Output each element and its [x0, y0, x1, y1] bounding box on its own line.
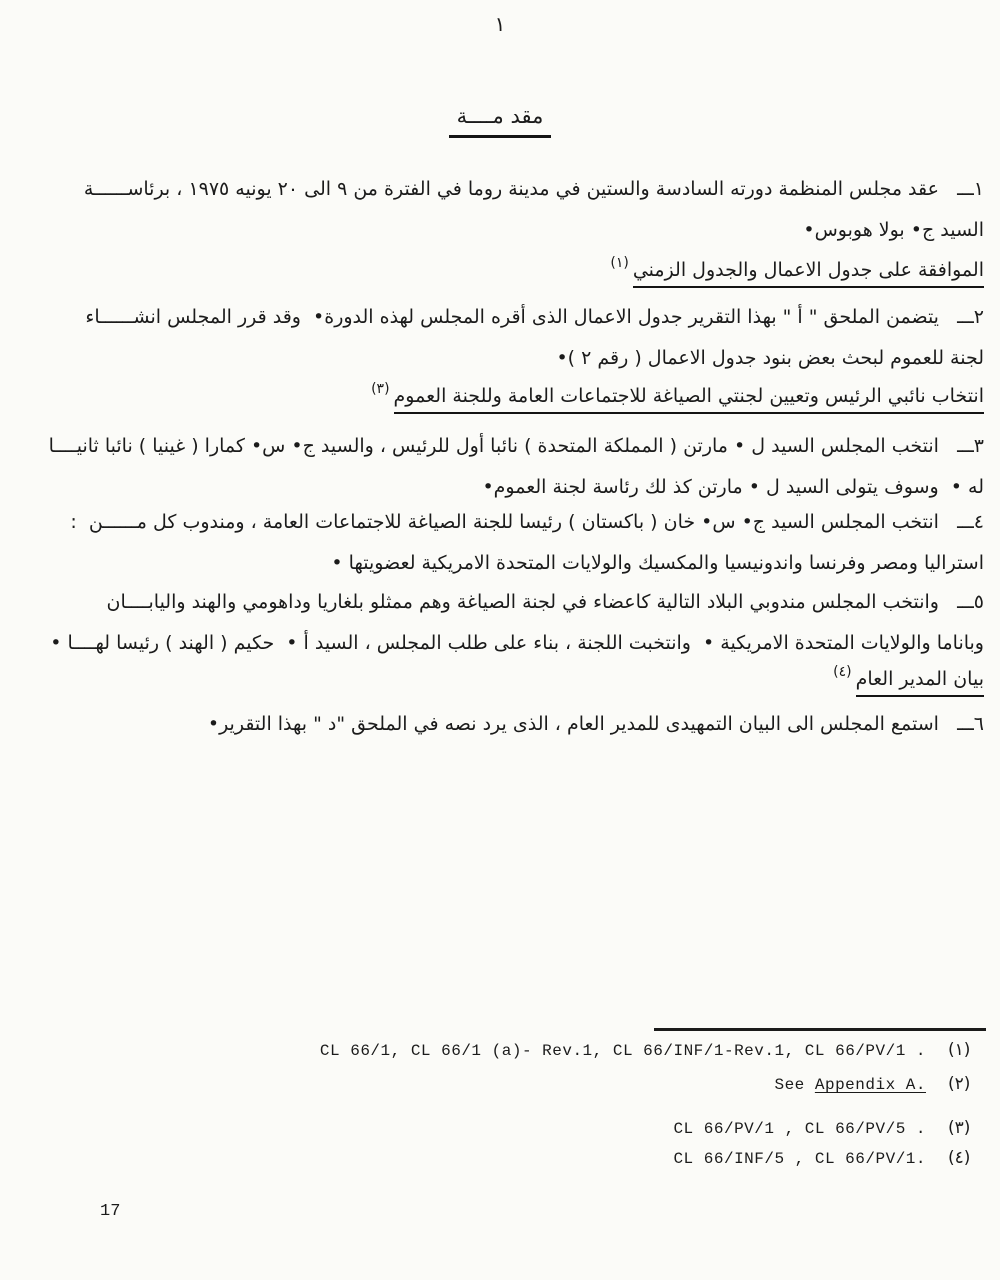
- footnote-2-ref: (٢): [948, 1074, 971, 1094]
- paragraph-5-line-2: وباناما والولايات المتحدة الامريكية • وانتخبت اللجنة ، بناء على طلب المجلس ، السيد أ • حكيم ( الهند ) رئيسا لهــــا •: [50, 632, 984, 654]
- paragraph-4-line-1: ٤ـــ انتخب المجلس السيد ج• س• خان ( باكستان ) رئيسا للجنة الصياغة للاجتماعات العامة ، ومندوب كل مــــــن :: [70, 511, 984, 533]
- footnote-4-ref: (٤): [948, 1148, 971, 1168]
- footnote-4-text: CL 66/INF/5 , CL 66/PV/1.: [673, 1150, 926, 1168]
- footnote-1-ref: (١): [948, 1040, 971, 1060]
- page-number-top: ١: [494, 12, 506, 36]
- footnote-2-text: [774, 1076, 926, 1094]
- heading-agenda-approval-text: الموافقة على جدول الاعمال والجدول الزمني: [633, 259, 984, 288]
- footnote-4: [40, 1148, 984, 1168]
- paragraph-1: [40, 169, 984, 251]
- paragraph-4-line-2: استراليا ومصر وفرنسا واندونيسيا والمكسيك والولايات المتحدة الامريكية لعضويتها •: [331, 552, 984, 574]
- paragraph-1-line-2: السيد ج• بولا هوبوس•: [803, 219, 984, 241]
- paragraph-5: [40, 582, 984, 664]
- page-number-bottom: 17: [100, 1202, 121, 1221]
- footnote-1-text: CL 66/1, CL 66/1 (a)- Rev.1, CL 66/INF/1-Rev.1, CL 66/PV/1 .: [319, 1042, 926, 1060]
- footnote-2-prefix: See: [774, 1076, 815, 1094]
- paragraph-1-line-1: ١ـــ عقد مجلس المنظمة دورته السادسة والستين في مدينة روما في الفترة من ٩ الى ٢٠ يونيه ١٩٧٥ ، برئاســــــة: [83, 178, 984, 200]
- paragraph-5-line-1: ٥ـــ وانتخب المجلس مندوبي البلاد التالية كاعضاء في لجنة الصياغة وهم ممثلو بلغاريا وداهومي والهند واليابــــان: [106, 591, 984, 613]
- footnote-ref-3: (٣): [371, 381, 390, 397]
- paragraph-2-line-2: لجنة للعموم لبحث بعض بنود جدول الاعمال ( رقم ٢ )•: [556, 347, 984, 369]
- paragraph-3: [40, 426, 984, 508]
- footnote-1: [40, 1040, 984, 1060]
- footnote-2-appendix-reference: Appendix A.: [814, 1076, 926, 1094]
- document-title-text: مقد مــــة: [449, 104, 552, 138]
- heading-director-general-statement: [40, 664, 984, 697]
- heading-vice-chairmen-election-text: انتخاب نائبي الرئيس وتعيين لجنتي الصياغة للاجتماعات العامة وللجنة العموم: [394, 385, 984, 414]
- paragraph-2: [40, 297, 984, 379]
- footnote-separator-line: [654, 1028, 986, 1031]
- footnote-3-ref: (٣): [948, 1118, 971, 1138]
- footnote-3-text: CL 66/PV/1 , CL 66/PV/5 .: [673, 1120, 926, 1138]
- paragraph-6-line-1: ٦ـــ استمع المجلس الى البيان التمهيدى للمدير العام ، الذى يرد نصه في الملحق "د " بهذا التقرير•: [207, 713, 984, 735]
- paragraph-3-line-1: ٣ـــ انتخب المجلس السيد ل • مارتن ( المملكة المتحدة ) نائبا أول للرئيس ، والسيد ج• س• كمارا ( غينيا ) نائبا ثانيــــا: [48, 435, 984, 457]
- paragraph-3-line-2: له • وسوف يتولى السيد ل • مارتن كذ لك رئاسة لجنة العموم•: [482, 476, 984, 498]
- footnote-2: [40, 1074, 984, 1094]
- heading-director-general-statement-text: بيان المدير العام: [856, 668, 984, 697]
- paragraph-2-line-1: ٢ـــ يتضمن الملحق " أ " بهذا التقرير جدول الاعمال الذى أقره المجلس لهذه الدورة• وقد قرر المجلس انشــــــاء: [85, 306, 984, 328]
- heading-agenda-approval: [40, 255, 984, 288]
- footnote-ref-4: (٤): [833, 664, 852, 680]
- footnote-3: [40, 1118, 984, 1138]
- paragraph-4: [40, 502, 984, 584]
- paragraph-6: [40, 704, 984, 745]
- heading-vice-chairmen-election: [40, 381, 984, 414]
- footnote-ref-1: (١): [610, 255, 629, 271]
- document-title: [0, 104, 1000, 138]
